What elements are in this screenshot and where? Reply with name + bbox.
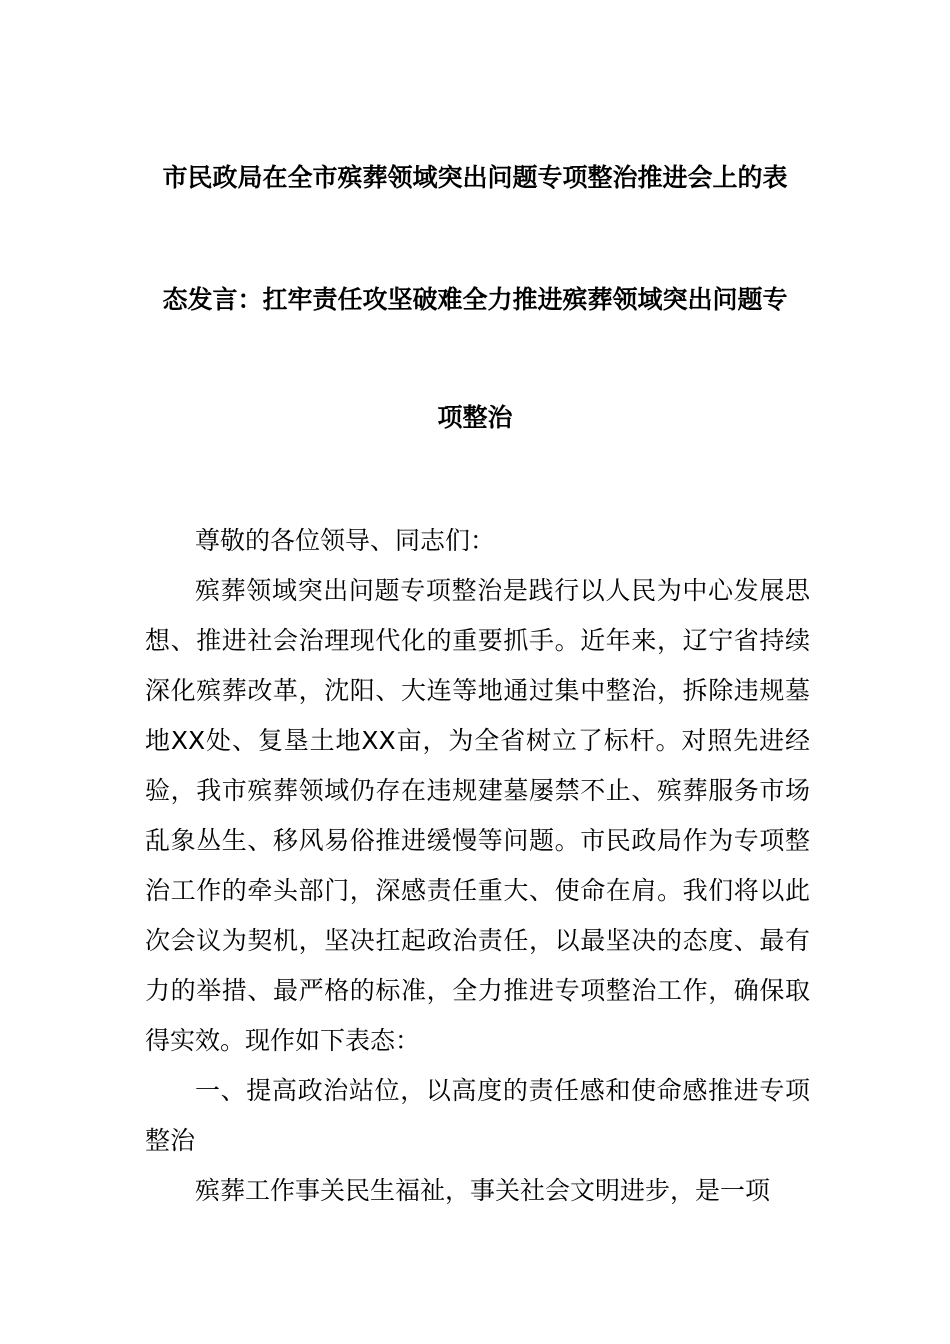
paragraph-intro: 殡葬领域突出问题专项整治是践行以人民为中心发展思想、推进社会治理现代化的重要抓手。近年来，辽宁省持续深化殡葬改革，沈阳、大连等地通过集中整治，拆除违规墓地XX处、复垦土地XX亩，为全省树立了标杆。对照先进经验，我市殡葬领域仍存在违规建墓屡禁不止、殡葬服务市场乱象丛生、移风易俗推进缓慢等问题。市民政局作为专项整治工作的牵头部门，深感责任重大、使命在肩。我们将以此次会议为契机，坚决扛起政治责任，以最坚决的态度、最有力的举措、最严格的标准，全力推进专项整治工作，确保取得实效。现作如下表态： (145, 576, 810, 1055)
greeting: 尊敬的各位领导、同志们： (195, 526, 496, 555)
document-body (145, 516, 810, 1216)
title-line-3: 项整治 (437, 403, 513, 432)
title-line-1: 市民政局在全市殡葬领域突出问题专项整治推进会上的表 (162, 163, 788, 192)
paragraph-section-1: 殡葬工作事关民生福祉，事关社会文明进步，是一项 (195, 1176, 771, 1205)
title-line-2: 态发言：扛牢责任攻坚破难全力推进殡葬领域突出问题专 (162, 285, 788, 314)
section-heading-1: 一、提高政治站位，以高度的责任感和使命感推进专项整治 (145, 1076, 810, 1155)
